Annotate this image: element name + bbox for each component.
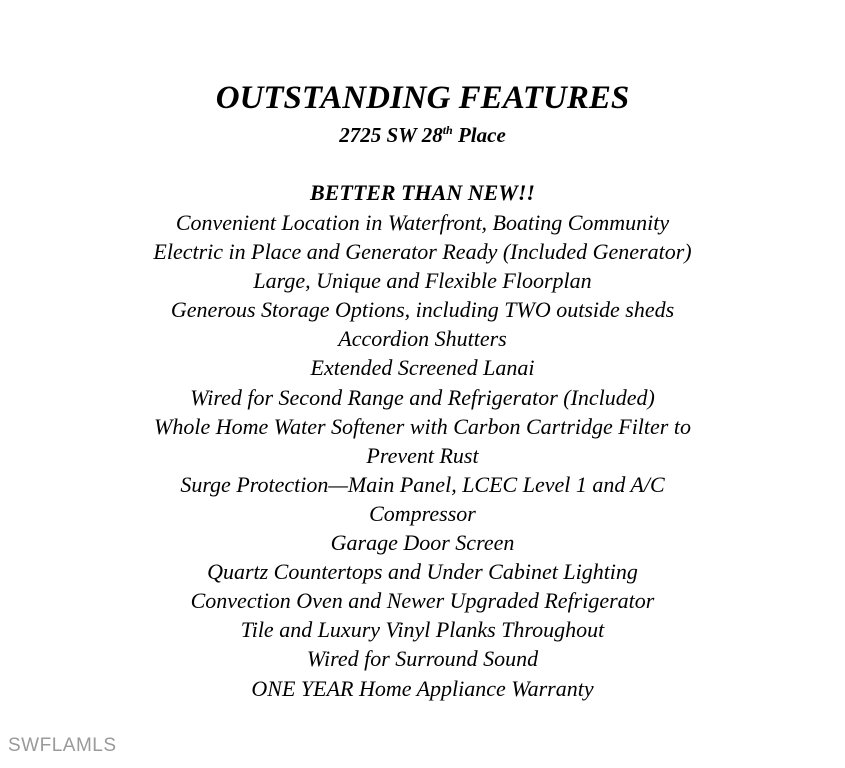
property-address xyxy=(0,120,845,150)
address-prefix: 2725 SW 28 xyxy=(339,123,443,147)
feature-item: Wired for Surround Sound xyxy=(306,646,539,672)
feature-item: Compressor xyxy=(369,500,476,526)
address-suffix: Place xyxy=(452,123,506,147)
subheading: BETTER THAN NEW!! xyxy=(310,180,535,205)
feature-item: Garage Door Screen xyxy=(330,530,515,556)
feature-item: Convection Oven and Newer Upgraded Refrigerator xyxy=(190,588,655,614)
address-ordinal-suffix: th xyxy=(442,123,453,137)
feature-item: Generous Storage Options, including TWO outside sheds xyxy=(170,297,675,323)
feature-item: Tile and Luxury Vinyl Planks Throughout xyxy=(240,617,605,643)
feature-item: Extended Screened Lanai xyxy=(310,355,535,381)
feature-item: Wired for Second Range and Refrigerator (Included) xyxy=(190,384,655,410)
feature-item: Accordion Shutters xyxy=(338,326,507,352)
feature-item: Electric in Place and Generator Ready (Included Generator) xyxy=(153,239,692,265)
feature-item: Whole Home Water Softener with Carbon Cartridge Filter to xyxy=(154,413,691,439)
mls-watermark: SWFLAMLS xyxy=(8,735,117,756)
features-list xyxy=(0,208,845,703)
feature-item: Surge Protection—Main Panel, LCEC Level 1 and A/C xyxy=(180,471,665,497)
feature-item: Convenient Location in Waterfront, Boating Community xyxy=(175,210,670,235)
feature-item: ONE YEAR Home Appliance Warranty xyxy=(251,675,594,701)
feature-item: Quartz Countertops and Under Cabinet Lighting xyxy=(207,559,638,585)
feature-item: Large, Unique and Flexible Floorplan xyxy=(253,268,592,294)
feature-item: Prevent Rust xyxy=(366,442,479,468)
page-title: OUTSTANDING FEATURES xyxy=(215,80,630,116)
